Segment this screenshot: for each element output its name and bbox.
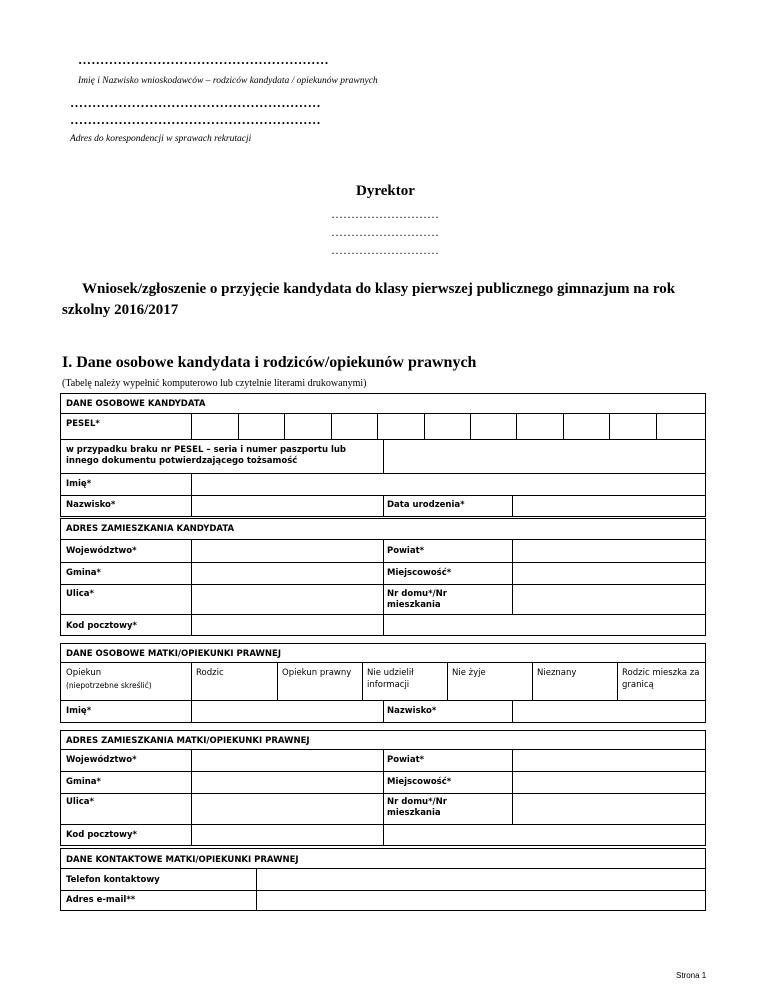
mother-last-name-label: Nazwisko* bbox=[387, 706, 437, 716]
application-title: Wniosek/zgłoszenie o przyjęcie kandydata do klasy pierwszej publicznego gimnazjum na rok szkolny 2016/2017 bbox=[62, 281, 676, 318]
ca-voivodeship-label: Województwo* bbox=[66, 546, 137, 556]
ma-city-label: Miejscowość* bbox=[387, 777, 452, 787]
last-name-label: Nazwisko* bbox=[66, 500, 116, 510]
ca-commune-input[interactable] bbox=[192, 563, 382, 583]
option-unknown[interactable]: Nieznany bbox=[537, 668, 577, 678]
ca-city-input[interactable] bbox=[513, 563, 704, 583]
birth-date-label: Data urodzenia* bbox=[387, 500, 465, 510]
director-dots-1[interactable]: ……………………… bbox=[331, 207, 439, 221]
first-name-label: Imię* bbox=[66, 479, 92, 489]
mother-last-name-input[interactable] bbox=[513, 701, 704, 721]
candidate-address-header: ADRES ZAMIESZKANIA KANDYDATA bbox=[66, 524, 235, 534]
mother-contact-header: DANE KONTAKTOWE MATKI/OPIEKUNKI PRAWNEJ bbox=[66, 855, 299, 865]
option-parent[interactable]: Rodzic bbox=[196, 668, 224, 678]
ma-commune-input[interactable] bbox=[192, 772, 382, 792]
director-title: Dyrektor bbox=[356, 183, 415, 199]
pesel-label: PESEL* bbox=[66, 419, 100, 429]
guardian-note: (niepotrzebne skreślić) bbox=[66, 681, 152, 690]
option-legal-guardian[interactable]: Opiekun prawny bbox=[282, 668, 352, 678]
ca-county-input[interactable] bbox=[513, 540, 704, 560]
director-dots-2[interactable]: ……………………… bbox=[331, 225, 439, 239]
ma-city-input[interactable] bbox=[513, 772, 704, 792]
phone-label: Telefon kontaktowy bbox=[66, 875, 160, 885]
ca-postal-code-input[interactable] bbox=[192, 615, 382, 635]
birth-date-input[interactable] bbox=[513, 496, 704, 516]
ma-house-no-label: Nr domu*/Nr mieszkania bbox=[387, 797, 447, 818]
passport-label: w przypadku braku nr PESEL – seria i numer paszportu lub innego dokumentu potwierdzającego tożsamość bbox=[66, 445, 347, 466]
pesel-input[interactable] bbox=[191, 413, 706, 439]
address-dots-1[interactable]: ………………………………………………… bbox=[70, 95, 321, 110]
ca-street-label: Ulica* bbox=[66, 589, 94, 599]
ca-house-no-input[interactable] bbox=[513, 585, 704, 613]
ma-street-input[interactable] bbox=[192, 794, 382, 822]
ma-voivodeship-input[interactable] bbox=[192, 750, 382, 770]
email-label: Adres e-mail** bbox=[66, 895, 136, 905]
mother-address-header: ADRES ZAMIESZKANIA MATKI/OPIEKUNKI PRAWNEJ bbox=[66, 736, 310, 746]
phone-input[interactable] bbox=[257, 869, 704, 889]
ca-postal-code-label: Kod pocztowy* bbox=[66, 621, 137, 631]
applicants-name-dots[interactable]: ………………………………………………… bbox=[78, 52, 329, 67]
mother-header: DANE OSOBOWE MATKI/OPIEKUNKI PRAWNEJ bbox=[66, 649, 281, 659]
mother-first-name-input[interactable] bbox=[192, 701, 382, 721]
ma-house-no-input[interactable] bbox=[513, 794, 704, 822]
option-abroad[interactable]: Rodzic mieszka za granicą bbox=[622, 668, 700, 690]
page-number: Strona 1 bbox=[676, 971, 707, 980]
ma-street-label: Ulica* bbox=[66, 797, 94, 807]
address-caption: Adres do korespondencji w sprawach rekrutacji bbox=[70, 134, 252, 144]
ca-commune-label: Gmina* bbox=[66, 568, 101, 578]
option-deceased[interactable]: Nie żyje bbox=[452, 668, 486, 678]
ca-house-no-label: Nr domu*/Nr mieszkania bbox=[387, 589, 447, 610]
ma-postal-code-label: Kod pocztowy* bbox=[66, 830, 137, 840]
last-name-input[interactable] bbox=[192, 496, 382, 516]
mother-first-name-label: Imię* bbox=[66, 706, 92, 716]
ca-street-input[interactable] bbox=[192, 585, 382, 613]
first-name-input[interactable] bbox=[192, 474, 704, 494]
section-note: (Tabelę należy wypełnić komputerowo lub czytelnie literami drukowanymi) bbox=[62, 378, 367, 389]
ca-voivodeship-input[interactable] bbox=[192, 540, 382, 560]
option-no-info[interactable]: Nie udzielił informacji bbox=[367, 668, 414, 690]
ma-commune-label: Gmina* bbox=[66, 777, 101, 787]
section-heading: I. Dane osobowe kandydata i rodziców/opiekunów prawnych bbox=[62, 354, 477, 371]
ma-county-label: Powiat* bbox=[387, 755, 425, 765]
ca-city-label: Miejscowość* bbox=[387, 568, 452, 578]
guardian-label: Opiekun bbox=[66, 668, 102, 678]
director-dots-3[interactable]: ……………………… bbox=[331, 243, 439, 257]
passport-input[interactable] bbox=[384, 440, 704, 472]
ca-county-label: Powiat* bbox=[387, 546, 425, 556]
ma-postal-code-input[interactable] bbox=[192, 825, 382, 845]
candidate-header: DANE OSOBOWE KANDYDATA bbox=[66, 399, 206, 409]
ma-voivodeship-label: Województwo* bbox=[66, 755, 137, 765]
email-input[interactable] bbox=[257, 891, 704, 910]
applicants-caption: Imię i Nazwisko wnioskodawców – rodziców kandydata / opiekunów prawnych bbox=[78, 76, 378, 86]
ma-county-input[interactable] bbox=[513, 750, 704, 770]
address-dots-2[interactable]: ………………………………………………… bbox=[70, 112, 321, 127]
